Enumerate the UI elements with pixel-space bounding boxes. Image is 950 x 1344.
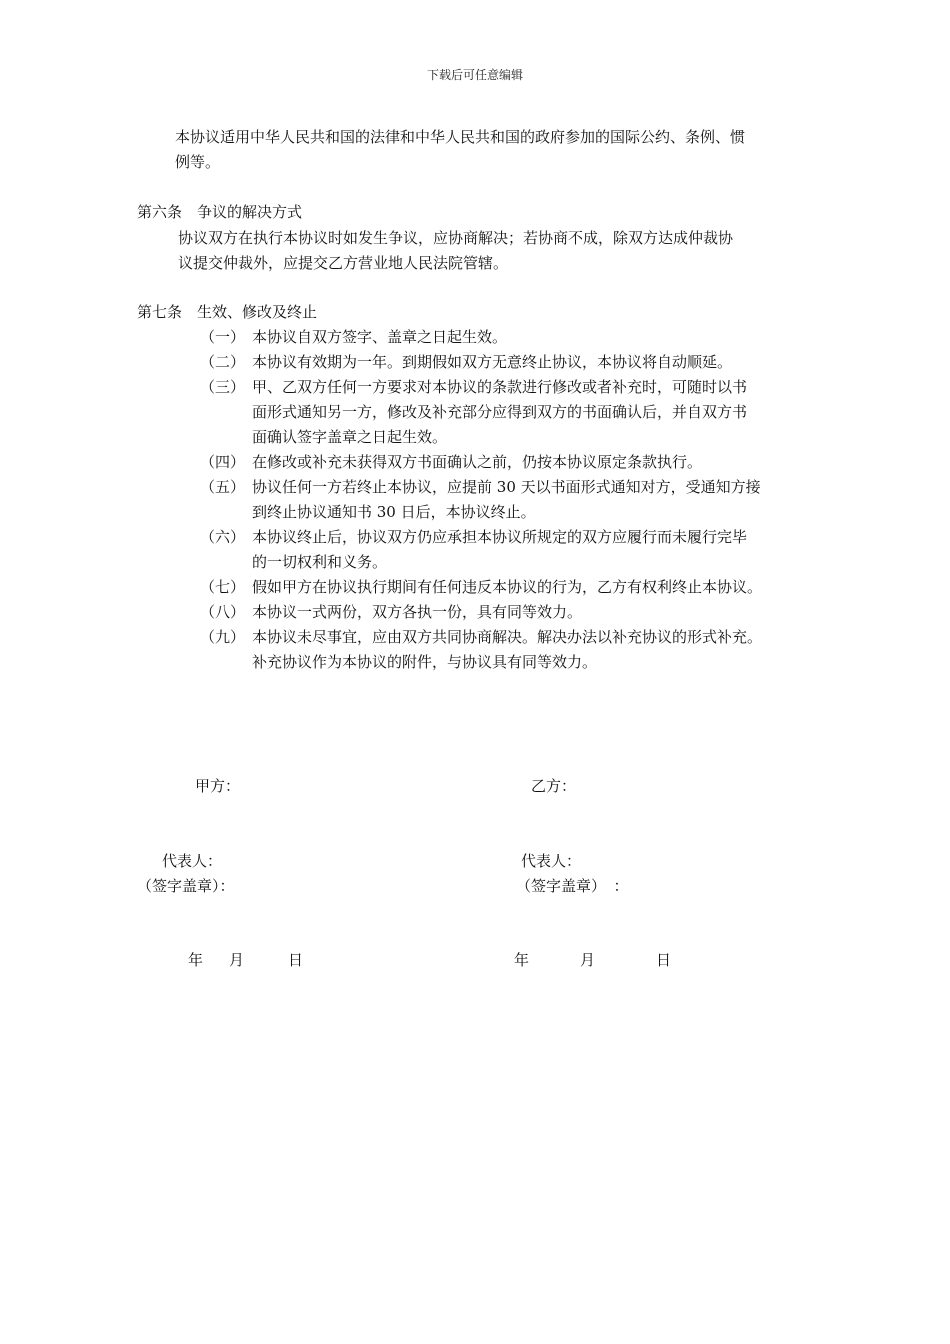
item-text: 本协议有效期为一年。到期假如双方无意终止协议，本协议将自动顺延。 xyxy=(252,353,733,371)
item-text: 甲、乙双方任何一方要求对本协议的条款进行修改或者补充时，可随时以书 xyxy=(252,378,748,396)
item-text: 面形式通知另一方，修改及补充部分应得到双方的书面确认后，并自双方书 xyxy=(252,403,748,421)
date-a-day: 日 xyxy=(288,951,304,969)
item-text: 本协议未尽事宜，应由双方共同协商解决。解决办法以补充协议的形式补充。 xyxy=(252,628,763,646)
item-text: 补充协议作为本协议的附件，与协议具有同等效力。 xyxy=(252,653,598,671)
page-header: 下载后可任意编辑 xyxy=(426,68,523,82)
article-7-title: 第七条 生效、修改及终止 xyxy=(137,303,318,321)
item-text: 的一切权利和义务。 xyxy=(252,553,388,571)
party-a-label: 甲方： xyxy=(195,777,241,795)
seal-b-label: （签字盖章） ： xyxy=(516,877,629,895)
item-text: 到终止协议通知书 30 日后，本协议终止。 xyxy=(252,503,536,521)
item-number: （七） xyxy=(200,578,246,596)
item-text: 本协议一式两份，双方各执一份，具有同等效力。 xyxy=(252,603,583,621)
item-number: （二） xyxy=(200,353,246,371)
seal-a-label: （签字盖章）： xyxy=(137,877,235,895)
date-a-year: 年 xyxy=(188,951,204,969)
item-number: （五） xyxy=(200,478,246,496)
item-number: （四） xyxy=(200,453,246,471)
intro-line-1: 本协议适用中华人民共和国的法律和中华人民共和国的政府参加的国际公约、条例、惯 xyxy=(175,128,746,146)
article-6-line-1: 协议双方在执行本协议时如发生争议，应协商解决；若协商不成，除双方达成仲裁协 xyxy=(178,229,734,247)
party-b-label: 乙方： xyxy=(531,777,577,795)
item-number: （九） xyxy=(200,628,246,646)
item-text: 本协议终止后，协议双方仍应承担本协议所规定的双方应履行而未履行完毕 xyxy=(252,528,748,546)
representative-b-label: 代表人： xyxy=(521,852,582,870)
item-number: （六） xyxy=(200,528,246,546)
date-b-year: 年 xyxy=(514,951,530,969)
date-b-month: 月 xyxy=(580,951,596,969)
item-text: 面确认签字盖章之日起生效。 xyxy=(252,428,448,446)
item-text: 在修改或补充未获得双方书面确认之前，仍按本协议原定条款执行。 xyxy=(252,453,703,471)
item-text: 假如甲方在协议执行期间有任何违反本协议的行为，乙方有权利终止本协议。 xyxy=(252,578,763,596)
article-6-title: 第六条 争议的解决方式 xyxy=(137,203,303,221)
article-6-line-2: 议提交仲裁外，应提交乙方营业地人民法院管辖。 xyxy=(178,254,509,272)
item-number: （八） xyxy=(200,603,246,621)
date-a-month: 月 xyxy=(229,951,245,969)
representative-a-label: 代表人： xyxy=(162,852,223,870)
date-b-day: 日 xyxy=(656,951,672,969)
intro-line-2: 例等。 xyxy=(175,153,221,171)
item-text: 本协议自双方签字、盖章之日起生效。 xyxy=(252,328,508,346)
item-number: （三） xyxy=(200,378,246,396)
item-text: 协议任何一方若终止本协议，应提前 30 天以书面形式通知对方，受通知方接 xyxy=(252,478,761,496)
item-number: （一） xyxy=(200,328,246,346)
